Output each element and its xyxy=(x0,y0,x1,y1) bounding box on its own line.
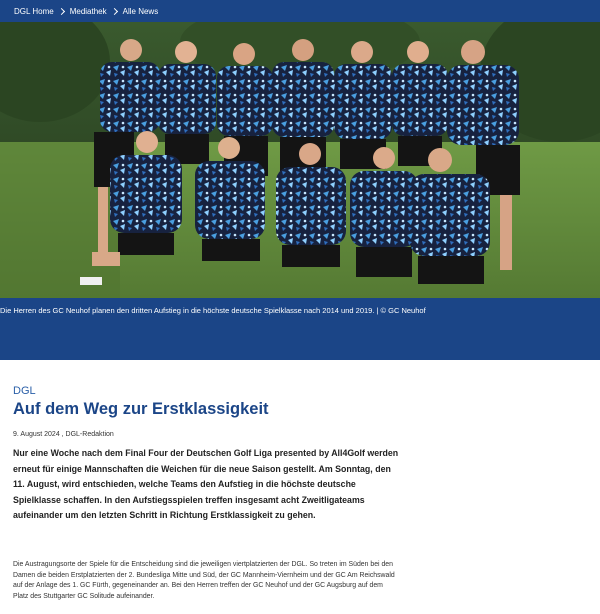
article-card xyxy=(0,360,600,614)
caption-band xyxy=(0,298,600,360)
chevron-right-icon xyxy=(111,7,118,14)
breadcrumb xyxy=(14,7,158,16)
chevron-right-icon xyxy=(58,7,65,14)
breadcrumb-mediathek-link[interactable]: Mediathek xyxy=(69,6,107,16)
article-lead: Nur eine Woche nach dem Final Four der Deutschen Golf Liga presented by All4Golf werden erneut für einige Mannschaften die Weichen für die neue Saison gestellt. Am Sonntag, den 11. August, wird entschieden, welche Teams den Aufstieg in die höchste deutsche Spielklasse schaffen. In den Aufstiegsspielen treffen insgesamt acht Zweitligateams aufeinander um den letzten Schritt in Richtung Erstklassigkeit zu gehen. xyxy=(13,448,399,520)
article-category: DGL xyxy=(13,385,36,397)
hero-image xyxy=(0,22,600,298)
team-photo xyxy=(0,22,600,298)
breadcrumb-bar xyxy=(0,0,600,22)
breadcrumb-all-news-link[interactable]: Alle News xyxy=(122,6,159,16)
article-body: Die Austragungsorte der Spiele für die Entscheidung sind die jeweiligen viertplatzierten der DGL. So treten im Süden bei den Damen die beiden Erstplatzierten der 2. Bundesliga Mitte und Süd, der GC Mannheim-Viernheim und der GC Am Reichswald auf der Anlage des 1. GC Fürth, gegeneinander an. Bei den Herren treffen der GC Neuhof und der GC Augsburg auf dem Platz des Stuttgarter GC Solitude aufeinander. xyxy=(13,561,395,601)
article-title: Auf dem Weg zur Erstklassigkeit xyxy=(13,400,269,418)
image-caption: Die Herren des GC Neuhof planen den dritten Aufstieg in die höchste deutsche Spielklasse nach 2014 und 2019. | © GC Neuhof xyxy=(0,306,426,315)
breadcrumb-home-link[interactable]: DGL Home xyxy=(14,6,54,16)
article-meta: 9. August 2024 , DGL-Redaktion xyxy=(13,431,114,438)
